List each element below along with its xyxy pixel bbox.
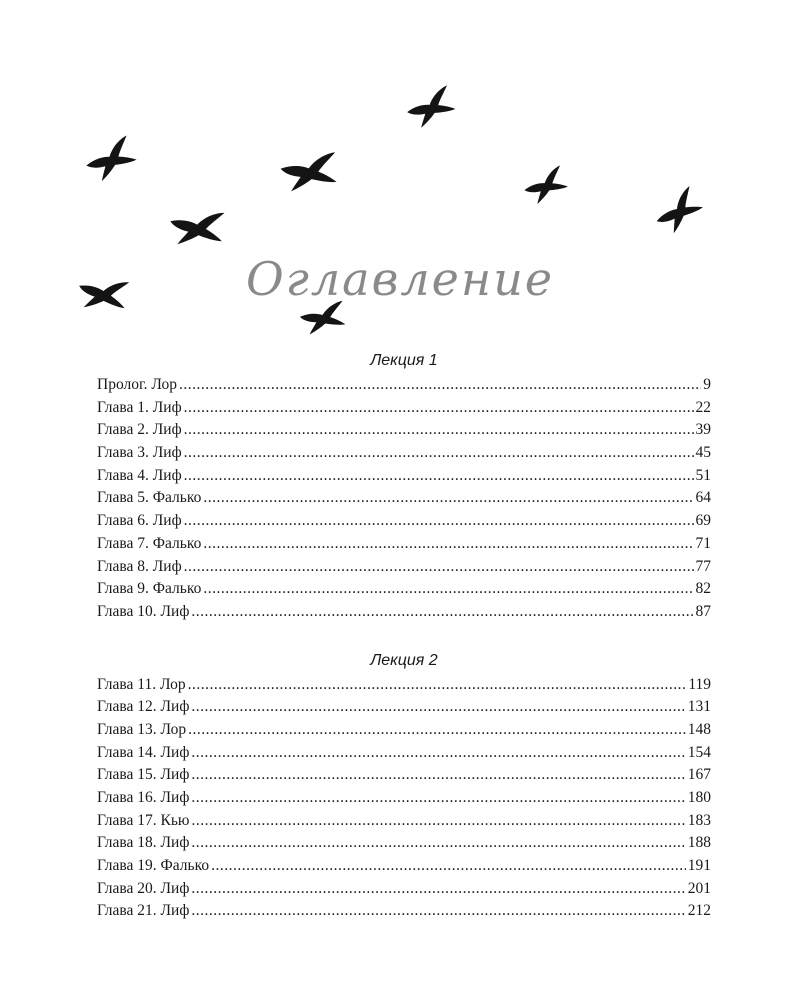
toc-section-1 — [97, 350, 711, 624]
toc-entries — [97, 374, 711, 624]
toc-entry-title: Глава 1. Лиф — [97, 398, 182, 416]
dot-leader — [191, 787, 685, 810]
toc-entries — [97, 674, 711, 924]
toc-entry-title: Глава 14. Лиф — [97, 743, 190, 761]
bird-2-icon — [83, 135, 139, 183]
bird-6-icon — [164, 196, 231, 258]
bird-4-icon — [522, 165, 569, 205]
toc-entry — [97, 878, 711, 901]
dot-leader — [192, 810, 686, 833]
toc-entry-page-number: 131 — [687, 698, 711, 716]
toc-entry-page-number: 180 — [687, 789, 711, 806]
toc-entry-page-number: 39 — [695, 421, 711, 439]
toc-entry-page-number: 82 — [695, 580, 711, 598]
toc-entry-page-number: 87 — [695, 602, 711, 620]
page-title: Оглавление — [245, 252, 555, 306]
table-of-contents — [97, 350, 711, 923]
dot-leader — [203, 487, 693, 510]
section-heading: Лекция 1 — [370, 352, 438, 369]
toc-entry-title: Глава 4. Лиф — [97, 466, 182, 484]
toc-entry-page-number: 201 — [687, 879, 711, 897]
toc-entry-page-number: 188 — [687, 834, 711, 852]
toc-entry — [97, 374, 711, 397]
toc-entry-title: Пролог. Лор — [97, 376, 177, 393]
toc-entry — [97, 601, 711, 624]
toc-entry-page-number: 183 — [687, 811, 711, 829]
dot-leader — [191, 696, 685, 719]
dot-leader — [211, 855, 686, 878]
toc-entry-title: Глава 3. Лиф — [97, 444, 182, 462]
dot-leader — [203, 533, 693, 556]
toc-entry — [97, 442, 711, 465]
toc-entry-title: Глава 7. Фалько — [97, 534, 202, 552]
dot-leader — [184, 556, 694, 579]
dot-leader — [184, 397, 694, 420]
flying-birds-icon — [0, 0, 800, 360]
toc-entry-title: Глава 20. Лиф — [97, 879, 190, 897]
toc-entry-title: Глава 12. Лиф — [97, 698, 190, 716]
toc-entry — [97, 533, 711, 556]
dot-leader — [184, 510, 694, 533]
dot-leader — [191, 601, 693, 624]
toc-entry-page-number: 64 — [695, 489, 711, 507]
toc-entry-title: Глава 8. Лиф — [97, 557, 182, 575]
dot-leader — [188, 674, 687, 697]
toc-section-2 — [97, 650, 711, 924]
toc-entry-title: Глава 9. Фалько — [97, 580, 202, 598]
dot-leader — [184, 465, 694, 488]
toc-entry-title: Глава 2. Лиф — [97, 421, 182, 439]
toc-entry-title: Глава 11. Лор — [97, 675, 186, 693]
toc-entry — [97, 832, 711, 855]
toc-entry-page-number: 77 — [695, 557, 711, 575]
toc-entry-page-number: 9 — [703, 376, 711, 393]
section-heading: Лекция 2 — [370, 651, 438, 669]
toc-entry-page-number: 69 — [695, 512, 711, 530]
bird-1-icon — [405, 85, 457, 129]
toc-entry-page-number: 167 — [687, 766, 711, 784]
dot-leader — [191, 878, 685, 901]
dot-leader — [188, 719, 686, 742]
toc-entry — [97, 900, 711, 923]
toc-entry-page-number: 148 — [687, 720, 711, 738]
toc-entry — [97, 578, 711, 601]
toc-entry — [97, 764, 711, 787]
toc-entry-title: Глава 17. Кью — [97, 811, 190, 829]
toc-entry — [97, 787, 711, 810]
dot-leader — [184, 419, 694, 442]
dot-leader — [191, 764, 685, 787]
toc-entry — [97, 674, 711, 697]
toc-entry-page-number: 45 — [695, 444, 711, 462]
toc-entry — [97, 719, 711, 742]
toc-entry — [97, 810, 711, 833]
toc-entry — [97, 855, 711, 878]
toc-entry — [97, 510, 711, 533]
bird-3-icon — [276, 142, 342, 200]
dot-leader — [191, 742, 685, 765]
toc-entry — [97, 465, 711, 488]
dot-leader — [179, 374, 701, 397]
toc-entry-title: Глава 6. Лиф — [97, 512, 182, 530]
dot-leader — [184, 442, 694, 465]
toc-entry-title: Глава 5. Фалько — [97, 489, 202, 507]
toc-entry-title: Глава 13. Лор — [97, 720, 187, 738]
toc-entry-page-number: 154 — [687, 743, 711, 761]
dot-leader — [203, 578, 693, 601]
dot-leader — [191, 900, 685, 923]
toc-entry-title: Глава 18. Лиф — [97, 834, 190, 852]
toc-entry-title: Глава 16. Лиф — [97, 789, 190, 806]
toc-entry-page-number: 119 — [688, 675, 711, 693]
toc-entry — [97, 556, 711, 579]
toc-entry-page-number: 191 — [687, 857, 711, 875]
toc-entry-title: Глава 10. Лиф — [97, 602, 190, 620]
toc-entry — [97, 696, 711, 719]
toc-entry — [97, 419, 711, 442]
toc-entry — [97, 742, 711, 765]
toc-entry-title: Глава 15. Лиф — [97, 766, 190, 784]
toc-entry-title: Глава 21. Лиф — [97, 902, 190, 920]
toc-entry-title: Глава 19. Фалько — [97, 857, 210, 875]
toc-entry-page-number: 71 — [695, 534, 711, 552]
dot-leader — [191, 832, 685, 855]
toc-entry — [97, 487, 711, 510]
toc-entry — [97, 397, 711, 420]
toc-entry-page-number: 51 — [695, 466, 711, 484]
toc-entry-page-number: 212 — [687, 902, 711, 920]
toc-entry-page-number: 22 — [695, 398, 711, 416]
bird-5-icon — [650, 184, 708, 237]
